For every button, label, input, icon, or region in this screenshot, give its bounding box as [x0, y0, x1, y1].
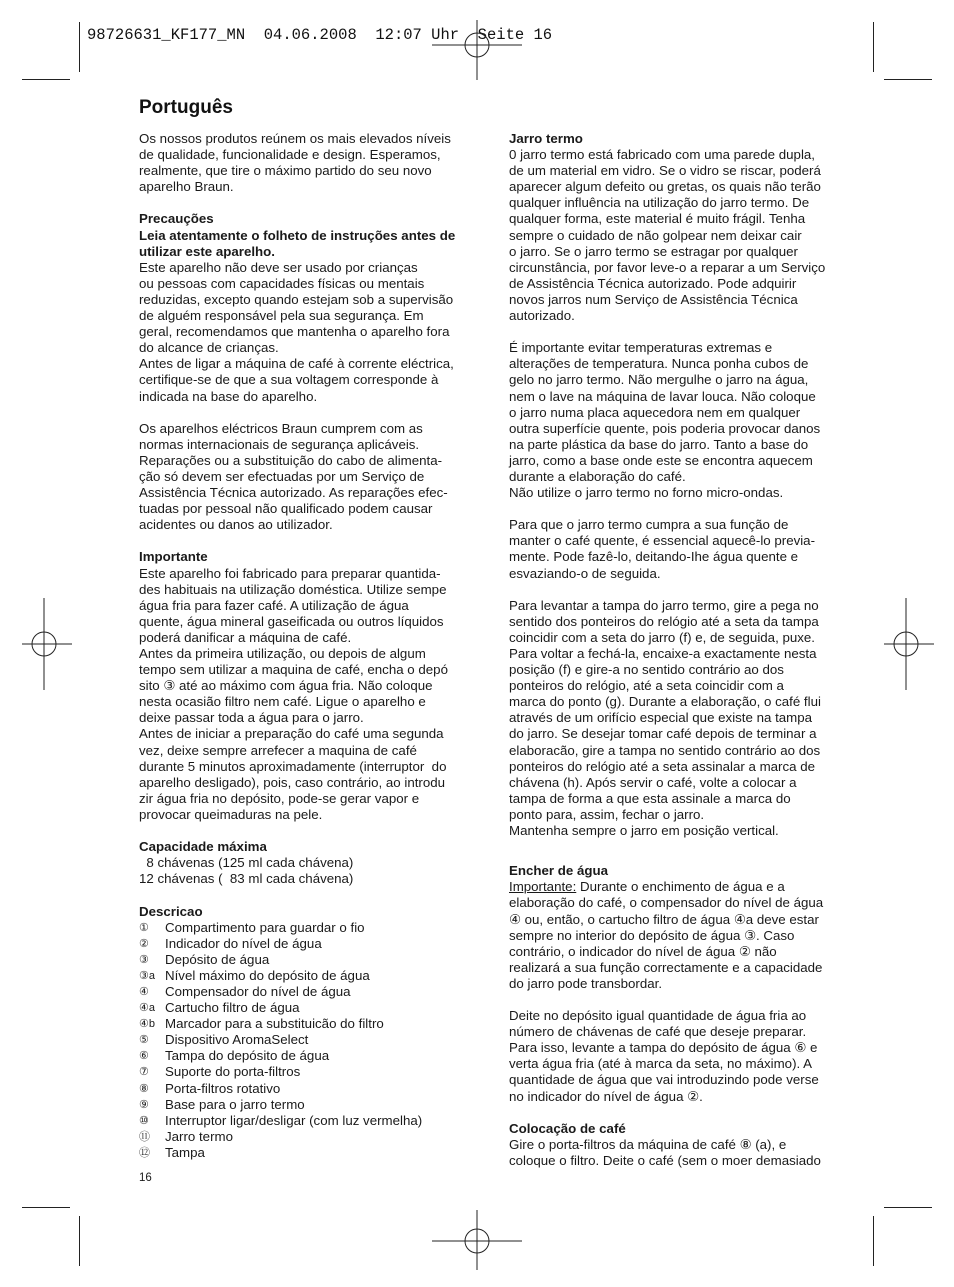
registration-mark-icon	[432, 1210, 522, 1270]
list-item	[139, 1129, 489, 1145]
registration-mark-icon	[884, 598, 934, 690]
text-line: sempre no interior do depósito de água ③. Caso	[509, 927, 795, 943]
text-line: Assistência Técnica autorizado. As reparações efec-	[139, 485, 448, 501]
text-line: utilizar este aparelho.	[139, 243, 275, 259]
list-item	[139, 1000, 489, 1016]
crop-mark	[873, 1216, 874, 1266]
section-heading-importante: Importante	[139, 549, 208, 565]
jarro-paragraph	[509, 147, 861, 324]
text-line: Este aparelho foi fabricado para preparar quantida-	[139, 565, 441, 581]
text-line: tampa de forma a que esta assinale a marca do	[509, 790, 791, 806]
text-line: Deite no depósito igual quantidade de água fria ao	[509, 1008, 807, 1024]
item-number: ⑥	[139, 1050, 149, 1063]
text-line: des habituais na utilização doméstica. Utilize sempe	[139, 581, 447, 597]
section-heading-encher: Encher de água	[509, 863, 609, 879]
text-line: nem o lave na máquina de lavar louca. Não coloque	[509, 388, 816, 404]
right-column	[509, 131, 861, 1169]
text-line: ponteiros do relógio até a seta assinalar a marca de	[509, 758, 816, 774]
crop-mark	[884, 79, 932, 80]
list-item	[139, 1016, 489, 1032]
precaucoes-paragraph	[139, 260, 489, 405]
text-line: geral, recomendamos que mantenha o aparelho fora	[139, 324, 450, 340]
crop-mark	[22, 1207, 70, 1208]
crop-mark	[873, 22, 874, 72]
text-line: o jarro. Se o jarro termo se estragar por qualquer	[509, 243, 798, 259]
encher-first-line	[509, 879, 861, 895]
text-line: autorizado.	[509, 308, 575, 324]
text-line: Antes de ligar a máquina de café à corrente eléctrica,	[139, 356, 454, 372]
item-label: Tampa	[165, 1144, 205, 1160]
text-line: manter o café quente, é essencial aquecê-lo previa-	[509, 533, 816, 549]
text-line: sentido dos ponteiros do relógio até a seta da tampa	[509, 613, 819, 629]
text-line: vez, deixe sempre arrefecer a maquina de café	[139, 742, 417, 758]
text-line: sempre o cuidado de não golpear nem deixar cair	[509, 227, 802, 243]
text-line: aparelho Braun.	[139, 179, 234, 195]
text-line: posição (f) e gire-a no sentido contrário ao dos	[509, 662, 784, 678]
left-column	[139, 131, 489, 1161]
text-line: ção só devem ser efectuadas por um Serviço de	[139, 468, 425, 484]
text-line: provocar queimaduras na pele.	[139, 806, 323, 822]
text-line: contrário, o indicador do nível de água ② não	[509, 943, 777, 959]
text-line: Mantenha sempre o jarro em posição vertical.	[509, 823, 779, 839]
item-number: ⑪	[139, 1130, 150, 1143]
list-item	[139, 1113, 489, 1129]
item-label: Base para o jarro termo	[165, 1096, 305, 1112]
text-line: durante a elaboração do café.	[509, 468, 686, 484]
item-label: Jarro termo	[165, 1128, 233, 1144]
text-line: número de chávenas de café que deseje preparar.	[509, 1024, 807, 1040]
text-line: certifique-se de que a sua voltagem corresponde à	[139, 372, 439, 388]
importante-paragraph	[139, 566, 489, 824]
list-item	[139, 1048, 489, 1064]
text-line: 8 chávenas (125 ml cada chávena)	[139, 855, 354, 871]
item-number: ④	[139, 985, 149, 998]
item-number: ④a	[139, 1002, 155, 1015]
text-line: Os aparelhos eléctricos Braun cumprem com as	[139, 420, 423, 436]
section-heading-precaucoes: Precauções	[139, 211, 214, 227]
text-line: ponto para, assim, fechar o jarro.	[509, 806, 705, 822]
text-line: Reparações ou a substituição do cabo de alimenta-	[139, 452, 443, 468]
item-label: Compartimento para guardar o fio	[165, 919, 365, 935]
item-number: ⑫	[139, 1146, 150, 1159]
text-line: no indicador do nível de água ②.	[509, 1088, 703, 1104]
text-line: elaboração do café, o compensador do nível de água	[509, 895, 824, 911]
text-line: 0 jarro termo está fabricado com uma parede dupla,	[509, 147, 815, 163]
text-line: Este aparelho não deve ser usado por crianças	[139, 259, 418, 275]
text-line: deixe passar toda a água para o jarro.	[139, 710, 364, 726]
text-line: qualquer influência na utilização do jarro termo. De	[509, 195, 810, 211]
crop-mark	[22, 79, 70, 80]
jarro-paragraph	[509, 340, 861, 501]
item-label: Cartucho filtro de água	[165, 1000, 300, 1016]
text-line: zir água fria no depósito, pode-se gerar vapor e	[139, 790, 420, 806]
item-number: ②	[139, 937, 149, 950]
text-line: esvaziando-o de seguida.	[509, 565, 661, 581]
page-title: Português	[139, 97, 233, 118]
text-line: Os nossos produtos reúnem os mais elevados níveis	[139, 131, 451, 146]
item-label: Compensador do nível de água	[165, 983, 351, 999]
item-number: ⑨	[139, 1098, 149, 1111]
text-line: água fria para fazer café. A utilização de água	[139, 597, 409, 613]
text-line: do alcance de crianças.	[139, 340, 279, 356]
text-line: Leia atentamente o folheto de instruções antes de	[139, 227, 456, 243]
descricao-list	[139, 920, 489, 1161]
text-line: Não utilize o jarro termo no forno micro-ondas.	[509, 485, 784, 501]
section-heading-jarro: Jarro termo	[509, 131, 583, 146]
encher-first-line-rest: Durante o enchimento de água e a	[576, 879, 785, 895]
item-label: Nível máximo do depósito de água	[165, 967, 370, 983]
list-item	[139, 920, 489, 936]
list-item	[139, 1097, 489, 1113]
text-line: mente. Pode fazê-lo, deitando-Ihe água quente e	[509, 549, 799, 565]
text-line: quantidade de água que vai introduzindo pode verse	[509, 1072, 819, 1088]
precaucoes-paragraph	[139, 421, 489, 534]
section-heading-colocacao: Colocação de café	[509, 1120, 626, 1136]
text-line: de alguém responsável pela sua segurança. Em	[139, 308, 424, 324]
text-line: realizará a sua função correctamente e a capacidade	[509, 959, 823, 975]
list-item	[139, 952, 489, 968]
item-number: ①	[139, 921, 149, 934]
text-line: de qualidade, funcionalidade e design. Esperamos,	[139, 147, 441, 163]
text-line: jarro, como a base onde este se encontra aquecem	[509, 452, 813, 468]
text-line: novos jarros num Serviço de Assistência Técnica	[509, 291, 798, 307]
list-item	[139, 1081, 489, 1097]
list-item	[139, 1064, 489, 1080]
item-label: Dispositivo AromaSelect	[165, 1032, 309, 1048]
text-line: reduzidas, excepto quando estejam sob a supervisão	[139, 291, 454, 307]
text-line: verta água fria (até à marca da seta, no máximo). A	[509, 1056, 813, 1072]
text-line: Para levantar a tampa do jarro termo, gire a pega no	[509, 597, 819, 613]
list-item	[139, 1145, 489, 1161]
text-line: coloque o filtro. Deite o café (sem o moer demasiado	[509, 1152, 821, 1168]
text-line: outra superfície quente, pois poderia provocar danos	[509, 420, 821, 436]
precaucoes-bold-notice	[139, 228, 489, 260]
list-item	[139, 936, 489, 952]
text-line: de um material em vidro. Se o vidro se riscar, poderá	[509, 163, 821, 179]
text-line: alterações de temperatura. Nunca ponha cubos de	[509, 356, 809, 372]
text-line: Para isso, levante a tampa do depósito de água ⑥ e	[509, 1040, 818, 1056]
item-number: ⑤	[139, 1034, 149, 1047]
text-line: ④ ou, então, o cartucho filtro de água ④a deve estar	[509, 911, 819, 927]
section-heading-descricao: Descricao	[139, 903, 203, 919]
text-line: na parte plástica da base do jarro. Tanto a base do	[509, 436, 809, 452]
text-line: Gire o porta-filtros da máquina de café ⑧ (a), e	[509, 1136, 787, 1152]
item-number: ⑦	[139, 1066, 149, 1079]
item-number: ③a	[139, 969, 155, 982]
item-number: ④b	[139, 1018, 155, 1031]
list-item	[139, 984, 489, 1000]
item-label: Suporte do porta-filtros	[165, 1064, 301, 1080]
text-line: poderá danificar a máquina de café.	[139, 629, 352, 645]
section-heading-capacidade: Capacidade máxima	[139, 839, 267, 855]
importante-underlined: Importante:	[509, 879, 577, 895]
item-label: Interruptor ligar/desligar (com luz vermelha)	[165, 1112, 423, 1128]
page-number: 16	[139, 1172, 152, 1184]
text-line: quente, água mineral gaseificada ou outros líquidos	[139, 613, 444, 629]
text-line: marca do ponto (g). Durante a elaboração, o café flui	[509, 694, 821, 710]
text-line: de Assistência Técnica autorizado. Pode adquirir	[509, 275, 797, 291]
item-label: Marcador para a substituicão do filtro	[165, 1016, 384, 1032]
text-line: indicada na base do aparelho.	[139, 388, 318, 404]
text-line: coincidir com a seta do jarro (f) e, de seguida, puxe.	[509, 629, 815, 645]
encher-paragraph	[509, 895, 861, 992]
text-line: Para voltar a fechá-la, encaixe-a exactamente nesta	[509, 646, 817, 661]
text-line: tuadas por pessoal não qualificado podem causar	[139, 501, 433, 517]
registration-mark-icon	[22, 598, 72, 690]
text-line: sito ③ até ao máximo com água fria. Não coloque	[139, 678, 433, 694]
registration-mark-icon	[432, 20, 522, 80]
item-number: ⑩	[139, 1114, 149, 1127]
item-number: ③	[139, 953, 149, 966]
text-line: ponteiros do relógio, até a seta coincidir com a	[509, 678, 784, 694]
list-item	[139, 1032, 489, 1048]
item-label: Porta-filtros rotativo	[165, 1080, 281, 1096]
text-line: o jarro numa placa aquecedora nem em qualquer	[509, 404, 801, 420]
text-line: tempo sem utilizar a maquina de café, encha o depó	[139, 662, 448, 678]
text-line: do jarro pode transbordar.	[509, 975, 663, 991]
text-line: É importante evitar temperaturas extremas e	[509, 340, 773, 356]
text-line: aparecer algum defeito ou gretas, os quais não terão	[509, 179, 821, 195]
colocacao-paragraph	[509, 1137, 861, 1169]
text-line: acidentes ou danos ao utilizador.	[139, 517, 333, 533]
item-label: Tampa do depósito de água	[165, 1048, 330, 1064]
list-item	[139, 968, 489, 984]
item-label: Depósito de água	[165, 951, 270, 967]
text-line: através de um orifício especial que existe na tampa	[509, 710, 813, 726]
encher-paragraph	[509, 1008, 861, 1105]
text-line: circunstância, por favor leve-o a reparar a um Serviço	[509, 259, 826, 275]
text-line: Para que o jarro termo cumpra a sua função de	[509, 517, 789, 533]
text-line: aparelho desligado), pois, caso contrário, ao introdu	[139, 774, 446, 790]
capacidade-list	[139, 855, 489, 887]
text-line: durante 5 minutos aproximadamente (interruptor do	[139, 758, 447, 774]
text-line: Antes de iniciar a preparação do café uma segunda	[139, 726, 444, 742]
text-line: qualquer forma, este material é muito frágil. Tenha	[509, 211, 806, 227]
crop-mark	[79, 1216, 80, 1266]
item-number: ⑧	[139, 1082, 149, 1095]
text-line: realmente, que tire o máximo partido do seu novo	[139, 163, 432, 179]
jarro-paragraph	[509, 517, 861, 581]
text-line: chávena (h). Após servir o café, volte a colocar a	[509, 774, 797, 790]
text-line: normas internacionais de segurança aplicáveis.	[139, 436, 420, 452]
print-slug: 98726631_KF177_MN 04.06.2008 12:07 Uhr Seite 16	[87, 26, 553, 44]
text-line: nesta ocasião filtro nem café. Ligue o aparelho e	[139, 694, 426, 710]
item-label: Indicador do nível de água	[165, 935, 322, 951]
text-line: do jarro. Se desejar tomar café depois de terminar a	[509, 726, 817, 742]
text-line: ou pessoas com capacidades físicas ou mentais	[139, 275, 425, 291]
intro-paragraph	[139, 131, 489, 195]
text-line: gelo no jarro termo. Não mergulhe o jarro na água,	[509, 372, 809, 388]
crop-mark	[884, 1207, 932, 1208]
text-line: Antes da primeira utilização, ou depois de algum	[139, 646, 426, 661]
crop-mark	[79, 22, 80, 72]
jarro-paragraph	[509, 598, 861, 839]
text-line: elaboracão, gire a tampa no sentido contrário ao dos	[509, 742, 821, 758]
text-line: 12 chávenas ( 83 ml cada chávena)	[139, 871, 354, 887]
